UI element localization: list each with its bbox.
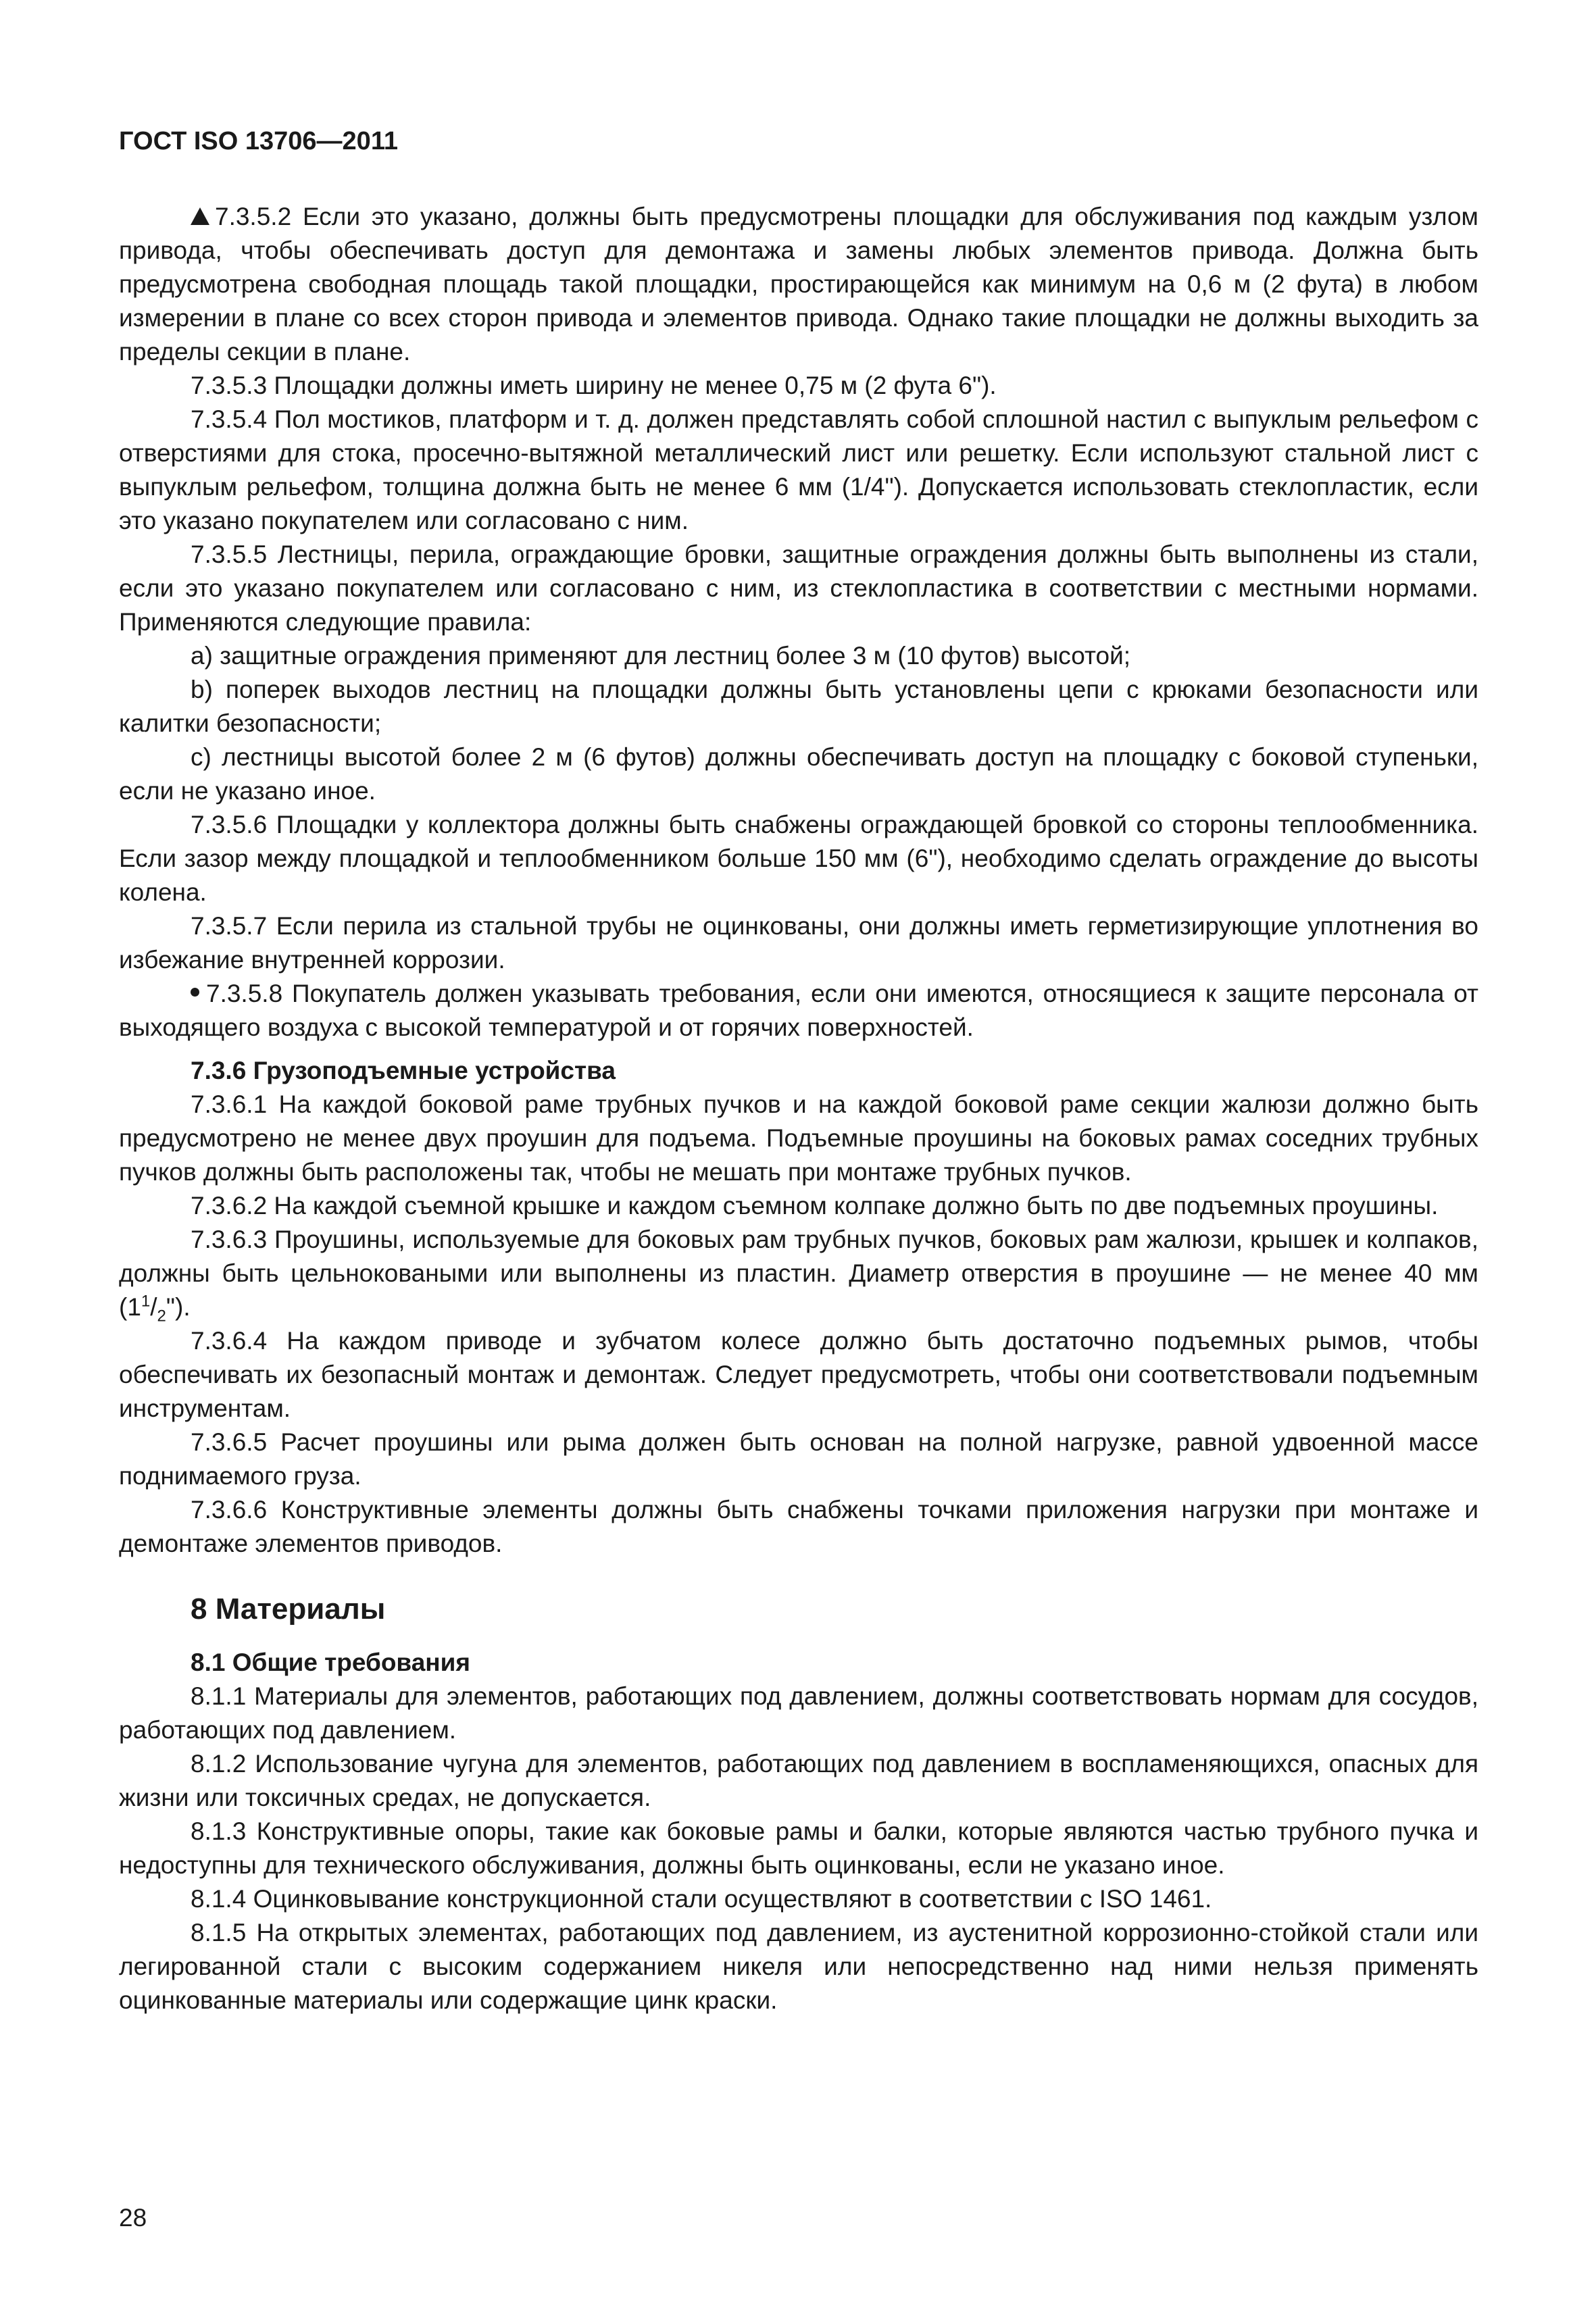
- list-item-a: а) защитные ограждения применяют для лестниц более 3 м (10 футов) высотой;: [191, 642, 1131, 670]
- paragraph-7-3-5-6: 7.3.5.6 Площадки у коллектора должны быть снабжены ограждающей бровкой со стороны теплообменника. Если зазор между площадкой и теплообменником больше 150 мм (6"), необходимо сделать ограждение до высоты колена.: [119, 811, 1478, 906]
- paragraph-8-1-4: 8.1.4 Оцинковывание конструкционной стали осуществляют в соответствии с ISO 1461.: [191, 1885, 1212, 1913]
- section-heading-8: 8 Материалы: [191, 1592, 386, 1626]
- document-body: [119, 200, 1478, 2017]
- paragraph-7-3-6-1: 7.3.6.1 На каждой боковой раме трубных пучков и на каждой боковой раме секции жалюзи должно быть предусмотрено не менее двух проушин для подъема. Подъемные проушины на боковых рамах соседних трубных пучков должны быть расположены так, чтобы не мешать при монтаже трубных пучков.: [119, 1090, 1478, 1186]
- paragraph-7-3-6-5: 7.3.6.5 Расчет проушины или рыма должен быть основан на полной нагрузке, равной удвоенной массе поднимаемого груза.: [119, 1428, 1478, 1490]
- triangle-marker-icon: [191, 207, 209, 225]
- document-code: ГОСТ ISO 13706—2011: [119, 127, 398, 155]
- paragraph-7-3-6-4: 7.3.6.4 На каждом приводе и зубчатом колесе должно быть достаточно подъемных рымов, чтобы обеспечивать их безопасный монтаж и демонтаж. Следует предусмотреть, чтобы они соответствовали подъемным инструментам.: [119, 1327, 1478, 1422]
- paragraph-8-1-2: 8.1.2 Использование чугуна для элементов, работающих под давлением в воспламеняющихся, опасных для жизни или токсичных средах, не допускается.: [119, 1750, 1478, 1811]
- list-item-b: b) поперек выходов лестниц на площадки должны быть установлены цепи с крюками безопасности или калитки безопасности;: [119, 676, 1478, 737]
- paragraph-7-3-6-3: 7.3.6.3 Проушины, используемые для боковых рам трубных пучков, боковых рам жалюзи, крышек и колпаков, должны быть цельноковаными или выполнены из пластин. Диаметр отверстия в проушине — не менее 40 мм $(1^1/_2")$.: [119, 1226, 1478, 1326]
- paragraph-7-3-6-6: 7.3.6.6 Конструктивные элементы должны быть снабжены точками приложения нагрузки при монтаже и демонтаже элементов приводов.: [119, 1496, 1478, 1557]
- paragraph-8-1-1: 8.1.1 Материалы для элементов, работающих под давлением, должны соответствовать нормам для сосудов, работающих под давлением.: [119, 1682, 1478, 1744]
- paragraph-7-3-5-4: 7.3.5.4 Пол мостиков, платформ и т. д. должен представлять собой сплошной настил с выпуклым рельефом с отверстиями для стока, просечно-вытяжной металлический лист или решетку. Если используют стальной лист с выпуклым рельефом, толщина должна быть не менее 6 мм (1/4"). Допускается использовать стеклопластик, если это указано покупателем или согласовано с ним.: [119, 405, 1478, 534]
- paragraph-7-3-5-5: 7.3.5.5 Лестницы, перила, ограждающие бровки, защитные ограждения должны быть выполнены из стали, если это указано покупателем или согласовано с ним, из стеклопластика в соответствии с местными нормами. Применяются следующие правила:: [119, 540, 1478, 636]
- subsection-heading-8-1: 8.1 Общие требования: [191, 1649, 470, 1676]
- paragraph-7-3-5-8: 7.3.5.8 Покупатель должен указывать требования, если они имеются, относящиеся к защите персонала от выходящего воздуха с высокой температурой и от горячих поверхностей.: [119, 980, 1478, 1041]
- subsection-heading-7-3-6: 7.3.6 Грузоподъемные устройства: [191, 1057, 616, 1084]
- page-number: 28: [119, 2204, 147, 2232]
- paragraph-7-3-5-7: 7.3.5.7 Если перила из стальной трубы не оцинкованы, они должны иметь герметизирующие уплотнения во избежание внутренней коррозии.: [119, 912, 1478, 974]
- paragraph-7-3-5-3: 7.3.5.3 Площадки должны иметь ширину не менее 0,75 м (2 фута 6").: [191, 372, 997, 399]
- paragraph-8-1-3: 8.1.3 Конструктивные опоры, такие как боковые рамы и балки, которые являются частью трубного пучка и недоступны для технического обслуживания, должны быть оцинкованы, если не указано иное.: [119, 1817, 1478, 1879]
- bullet-marker-icon: [191, 988, 199, 997]
- paragraph-7-3-5-2: 7.3.5.2 Если это указано, должны быть предусмотрены площадки для обслуживания под каждым узлом привода, чтобы обеспечивать доступ для демонтажа и замены любых элементов привода. Должна быть предусмотрена свободная площадь такой площадки, простирающейся как минимум на 0,6 м (2 фута) в любом измерении в плане со всех сторон привода и элементов привода. Однако такие площадки не должны выходить за пределы секции в плане.: [119, 203, 1478, 366]
- paragraph-8-1-5: 8.1.5 На открытых элементах, работающих под давлением, из аустенитной коррозионно-стойкой стали или легированной стали с высоким содержанием никеля или непосредственно над ними нельзя применять оцинкованные материалы или содержащие цинк краски.: [119, 1919, 1478, 2014]
- list-item-c: с) лестницы высотой более 2 м (6 футов) должны обеспечивать доступ на площадку с боковой ступеньки, если не указано иное.: [119, 743, 1478, 805]
- paragraph-7-3-6-2: 7.3.6.2 На каждой съемной крышке и каждом съемном колпаке должно быть по две подъемных проушины.: [191, 1192, 1439, 1219]
